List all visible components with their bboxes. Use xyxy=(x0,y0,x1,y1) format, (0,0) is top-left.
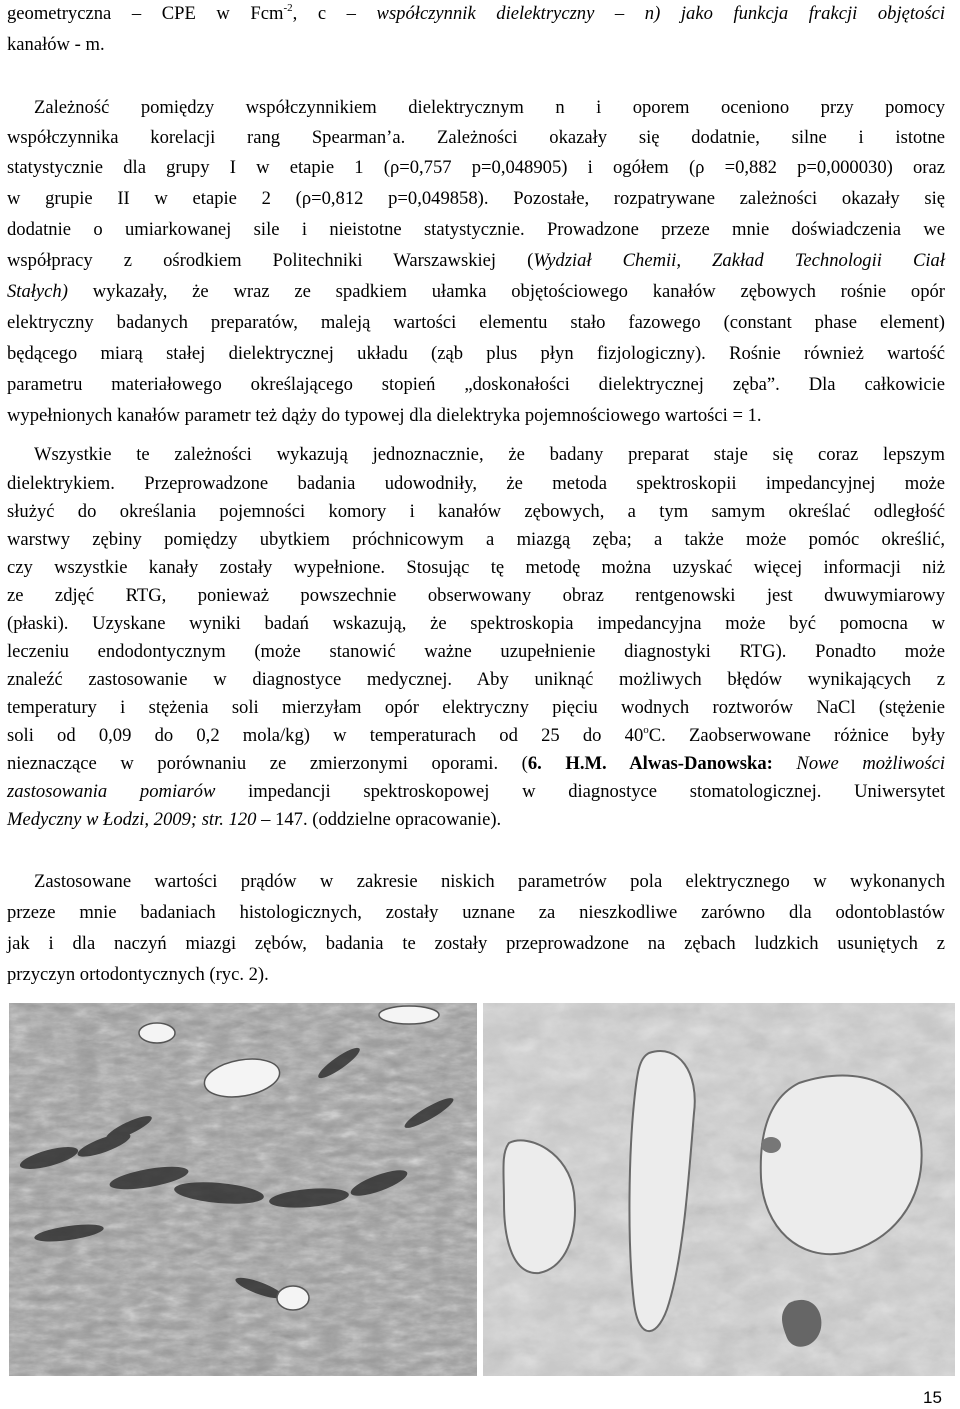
superscript: -2 xyxy=(283,2,293,14)
micrograph-right xyxy=(483,1003,955,1376)
text-line xyxy=(7,781,945,803)
text-line: służyć do określania pojemności komory i kanałów zębowych, a tym samym określać odległość xyxy=(7,501,945,522)
text-line: temperatury i stężenia soli mierzyłam opór elektryczny pięciu wodnych roztworów NaCl (stężenie xyxy=(7,697,945,718)
italic-run: Stałych) xyxy=(7,281,68,302)
text-line: warstwy zębiny pomiędzy ubytkiem próchnicowym a miazgą zęba; a także może pomóc określić, xyxy=(7,529,945,550)
text-line: Zależność pomiędzy współczynnikiem dielektrycznym n i oporem oceniono przy pomocy xyxy=(34,97,945,118)
text-line: Wszystkie te zależności wykazują jednoznacznie, że badany preparat staje się coraz lepszym xyxy=(34,444,945,465)
text-line: statystycznie dla grupy I w etapie 1 (ρ=0,757 p=0,048905) i ogółem (ρ =0,882 p=0,000030) oraz xyxy=(7,157,945,178)
text-run: nieznaczące w porównaniu ze zmierzonymi oporami. ( xyxy=(7,753,528,774)
text-line: w grupie II w etapie 2 (ρ=0,812 p=0,049858). Pozostałe, rozpatrywane zależności okazały się xyxy=(7,188,945,209)
bold-run: 6. H.M. Alwas-Danowska: xyxy=(527,753,773,774)
text-line: leczeniu endodontycznym (może stanowić ważne uzupełnienie diagnostyki RTG). Ponadto może xyxy=(7,641,945,662)
superscript: o xyxy=(643,724,649,736)
text-run: – 147. (oddzielne opracowanie). xyxy=(256,809,502,830)
page-number: 15 xyxy=(923,1388,942,1407)
text-run: geometryczna – CPE w Fcm xyxy=(7,3,284,24)
text-line: znaleźć zastosowanie w diagnostyce medycznej. Aby uniknąć możliwych błędów wynikających z xyxy=(7,669,945,690)
histology-figure xyxy=(9,1003,955,1376)
text-line xyxy=(7,281,945,303)
text-line: wypełnionych kanałów parametr też dąży do typowej dla dielektryka pojemnościowego wartości = 1. xyxy=(7,405,762,426)
italic-run: Medyczny w Łodzi, 2009; str. 120 xyxy=(7,809,257,830)
italic-run: Nowe możliwości xyxy=(772,753,945,774)
text-line: współczynnika korelacji rang Spearman’a. Zależności okazały się dodatnie, silne i istotne xyxy=(7,127,945,148)
text-line: jak i dla naczyń miazgi zębów, badania te zostały przeprowadzone na zębach ludzkich usuniętych z xyxy=(7,933,945,954)
text-line xyxy=(7,753,945,775)
text-line: parametru materiałowego określającego stopień „doskonałości dielektrycznej zęba”. Dla całkowicie xyxy=(7,374,945,395)
micrograph-left xyxy=(9,1003,477,1376)
text-run: wykazały, że wraz ze spadkiem ułamka objętościowego kanałów zębowych rośnie opór xyxy=(67,281,945,302)
text-line: przeze mnie badaniach histologicznych, zostały uznane za nieszkodliwe zarówno dla odontoblastów xyxy=(7,902,945,923)
text-line: przyczyn ortodontycznych (ryc. 2). xyxy=(7,964,269,985)
italic-run: Wydział Chemii, Zakład Technologii Ciał xyxy=(533,250,946,271)
text-line: Zastosowane wartości prądów w zakresie niskich parametrów pola elektrycznego w wykonanych xyxy=(34,871,945,892)
text-run: , c – xyxy=(292,3,377,24)
text-line xyxy=(7,250,945,272)
text-line: kanałów - m. xyxy=(7,34,105,55)
text-line: dodatnie o umiarkowanej sile i nieistotne statystycznie. Prowadzone przeze mnie doświadczenia we xyxy=(7,219,945,240)
text-line: czy wszystkie kanały zostały wypełnione. Stosując tę metodę można uzyskać więcej informacji niż xyxy=(7,557,945,578)
text-line: będącego miarą stałej dielektrycznej układu (ząb plus płyn fizjologiczny). Rośnie również wartość xyxy=(7,343,945,364)
text-line: ze zdjęć RTG, ponieważ powszechnie obserwowany obraz rentgenowski jest dwuwymiarowy xyxy=(7,585,945,606)
italic-run: zastosowania pomiarów xyxy=(7,781,216,802)
text-run: współpracy z ośrodkiem Politechniki Warszawskiej ( xyxy=(7,250,534,271)
text-run: C. Zaobserwowane różnice były xyxy=(648,725,945,746)
text-line xyxy=(7,3,945,25)
text-line: elektryczny badanych preparatów, maleją wartości elementu stało fazowego (constant phase element) xyxy=(7,312,945,333)
italic-run: współczynnik dielektryczny – n) jako funkcja frakcji objętości xyxy=(376,3,945,24)
text-run: soli od 0,09 do 0,2 mola/kg) w temperaturach od 25 do 40 xyxy=(7,725,644,746)
text-line: dielektrykiem. Przeprowadzone badania udowodniły, że metoda spektroskopii impedancyjnej może xyxy=(7,473,945,494)
text-line xyxy=(7,725,945,747)
histology-micrographs xyxy=(9,1003,955,1376)
text-run: impedancji spektroskopowej w diagnostyce stomatologicznej. Uniwersytet xyxy=(215,781,945,802)
text-line: (płaski). Uzyskane wyniki badań wskazują, że spektroskopia impedancyjna może być pomocna w xyxy=(7,613,945,634)
text-line xyxy=(7,809,501,831)
